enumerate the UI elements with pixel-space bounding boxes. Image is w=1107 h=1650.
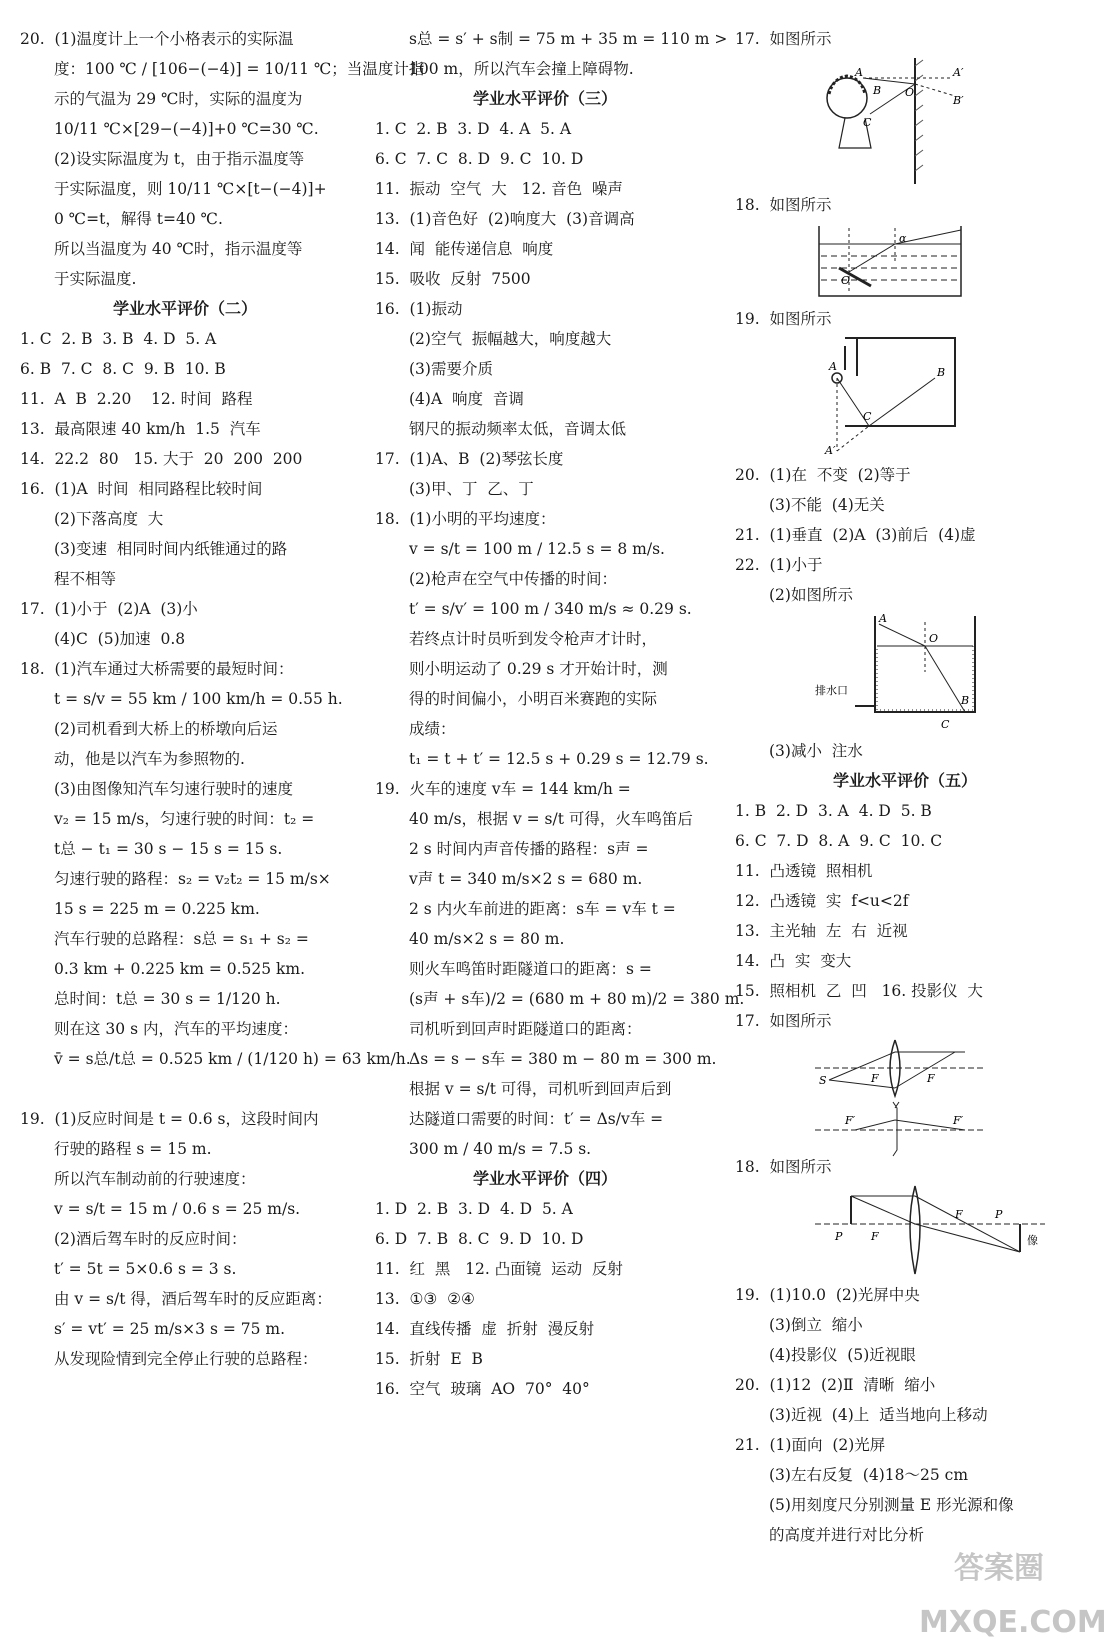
label-F-left: F — [871, 1230, 879, 1243]
answer-line: 成绩： — [409, 720, 456, 738]
label-A-prime: A′ — [953, 66, 964, 79]
answer-line: 16. (1)A 时间 相同路程比较时间 — [20, 480, 263, 498]
answer-line: t′ = s/v′ = 100 m / 340 m/s ≈ 0.29 s. — [409, 600, 692, 618]
answer-line: 总时间：t总 = 30 s = 1/120 h. — [54, 990, 281, 1008]
answer-line: 则在这 30 s 内，汽车的平均速度： — [54, 1020, 298, 1038]
answer-line: t = s/v = 55 km / 100 km/h = 0.55 h. — [54, 690, 343, 708]
answer-line: 钢尺的振动频率太低，音调太低 — [409, 420, 627, 438]
answer-line: 19. 火车的速度 v车 = 144 km/h = — [375, 780, 631, 798]
answer-line: 的高度并进行对比分析 — [769, 1526, 925, 1544]
answer-line: (4)C (5)加速 0.8 — [54, 630, 186, 648]
answer-line: (2)设实际温度为 t，由于指示温度等 — [54, 150, 305, 168]
column-2 — [375, 24, 745, 1404]
answer-line: 17. 如图所示 — [735, 30, 832, 48]
figure-plane-mirror-head — [815, 56, 965, 186]
answer-line: 18. (1)小明的平均速度： — [375, 510, 556, 528]
label-F-right: F — [927, 1072, 935, 1085]
label-B: B — [873, 84, 882, 97]
answer-line: 21. (1)垂直 (2)A (3)前后 (4)虚 — [735, 526, 976, 544]
answer-line: 司机听到回声时距隧道口的距离： — [409, 1020, 642, 1038]
answer-line: 17. (1)A、B (2)琴弦长度 — [375, 450, 564, 468]
answer-line: (3)不能 (4)无关 — [769, 496, 885, 514]
answer-line: (3)倒立 缩小 — [769, 1316, 863, 1334]
label-B: B — [961, 694, 970, 707]
answer-line: 300 m / 40 m/s = 7.5 s. — [409, 1140, 592, 1158]
answer-line: 14. 闻 能传递信息 响度 — [375, 240, 554, 258]
answer-line: 13. ①③ ②④ — [375, 1290, 475, 1308]
answer-line: 达隧道口需要的时间：t′ = Δs/v车 = — [409, 1110, 664, 1128]
label-F-right: F — [955, 1208, 963, 1221]
answer-line: t′ = 5t = 5×0.6 s = 3 s. — [54, 1260, 237, 1278]
answer-line: (2)空气 振幅越大，响度越大 — [409, 330, 612, 348]
answer-line: v = s/t = 100 m / 12.5 s = 8 m/s. — [409, 540, 665, 558]
label-B: B — [937, 366, 946, 379]
answer-line: 11. 红 黑 12. 凸面镜 运动 反射 — [375, 1260, 623, 1278]
answer-line: 于实际温度. — [54, 270, 137, 288]
answer-line: (4)A 响度 音调 — [409, 390, 524, 408]
answer-line: 13. 最高限速 40 km/h 1.5 汽车 — [20, 420, 261, 438]
answer-line: s′ = vt′ = 25 m/s×3 s = 75 m. — [54, 1320, 286, 1338]
answer-line: 19. 如图所示 — [735, 310, 832, 328]
answer-line: 匀速行驶的路程：s₂ = v₂t₂ = 15 m/s× — [54, 870, 331, 888]
answer-line: 11. A B 2.20 12. 时间 路程 — [20, 390, 253, 408]
answer-line: (4)投影仪 (5)近视眼 — [769, 1346, 916, 1364]
label-image: 像 — [1027, 1234, 1038, 1247]
answer-line: v̄ = s总/t总 = 0.525 km / (1/120 h) = 63 km/h. — [54, 1050, 411, 1068]
answer-line: 从发现险情到完全停止行驶的总路程： — [54, 1350, 318, 1368]
answer-line: 11. 振动 空气 大 12. 音色 噪声 — [375, 180, 623, 198]
answer-line: 6. B 7. C 8. C 9. B 10. B — [20, 360, 226, 378]
answer-line: (2)司机看到大桥上的桥墩向后运 — [54, 720, 278, 738]
answer-line: 15. 照相机 乙 凹 16. 投影仪 大 — [735, 982, 983, 1000]
figure-water-refraction — [815, 222, 965, 300]
answer-line: 18. 如图所示 — [735, 196, 832, 214]
answer-line: 所以汽车制动前的行驶速度： — [54, 1170, 256, 1188]
answer-line: 1. C 2. B 3. B 4. D 5. A — [20, 330, 217, 348]
answer-line: 行驶的路程 s = 15 m. — [54, 1140, 212, 1158]
column-3 — [735, 24, 1075, 1550]
answer-line: 19. (1)10.0 (2)光屏中央 — [735, 1286, 920, 1304]
answer-line: 16. 空气 玻璃 AO 70° 40° — [375, 1380, 590, 1398]
answer-line: (3)需要介质 — [409, 360, 493, 378]
answer-line: 于实际温度，则 10/11 ℃×[t−(−4)]+ — [54, 180, 327, 198]
answer-line: (3)变速 相同时间内纸锥通过的路 — [54, 540, 288, 558]
answer-line: (3)左右反复 (4)18～25 cm — [769, 1466, 969, 1484]
answer-line: 20. (1)温度计上一个小格表示的实际温 — [20, 30, 294, 48]
answer-line: 度：100 ℃ / [106−(−4)] = 10/11 ℃；当温度计指 — [54, 60, 425, 78]
label-P-right: P — [995, 1208, 1003, 1221]
answer-line: 22. (1)小于 — [735, 556, 823, 574]
label-O: O — [841, 274, 851, 287]
answer-line: (2)如图所示 — [769, 586, 853, 604]
answer-line: 17. 如图所示 — [735, 1012, 832, 1030]
answer-line: (5)用刻度尺分别测量 E 形光源和像 — [769, 1496, 1014, 1514]
answer-line: 11. 凸透镜 照相机 — [735, 862, 873, 880]
answer-line: (3)减小 注水 — [769, 742, 863, 760]
label-drain: 排水口 — [815, 684, 848, 697]
answer-line: 20. (1)12 (2)Ⅱ 清晰 缩小 — [735, 1376, 936, 1394]
label-C: C — [863, 116, 872, 129]
answer-line: 21. (1)面向 (2)光屏 — [735, 1436, 886, 1454]
label-O: O — [929, 632, 939, 645]
answer-line: 所以当温度为 40 ℃时，指示温度等 — [54, 240, 303, 258]
answer-line — [20, 1074, 350, 1104]
answer-line: 示的气温为 29 ℃时，实际的温度为 — [54, 90, 303, 108]
answer-line: t总 − t₁ = 30 s − 15 s = 15 s. — [54, 840, 283, 858]
answer-line: 19. (1)反应时间是 t = 0.6 s，这段时间内 — [20, 1110, 319, 1128]
answer-line: 程不相等 — [54, 570, 117, 588]
label-A-prime: A′ — [825, 444, 836, 457]
label-C: C — [863, 410, 872, 423]
answer-line: Δs = s − s车 = 380 m − 80 m = 300 m. — [409, 1050, 717, 1068]
answer-line: 根据 v = s/t 可得，司机听到回声后到 — [409, 1080, 672, 1098]
answer-line: v = s/t = 15 m / 0.6 s = 25 m/s. — [54, 1200, 301, 1218]
answer-line: (2)下落高度 大 — [54, 510, 164, 528]
answer-line: 40 m/s，根据 v = s/t 可得，火车鸣笛后 — [409, 810, 693, 828]
answer-line: 若终点计时员听到发令枪声才计时， — [409, 630, 658, 648]
answer-line: 18. 如图所示 — [735, 1158, 832, 1176]
label-A: A — [855, 66, 863, 79]
answer-line: 6. D 7. B 8. C 9. D 10. D — [375, 1230, 584, 1248]
answer-line: 由 v = s/t 得，酒后驾车时的反应距离： — [54, 1290, 332, 1308]
section-heading: 学业水平评价（五） — [832, 771, 977, 790]
answer-line: 15 s = 225 m = 0.225 km. — [54, 900, 260, 918]
answer-line: 2 s 内火车前进的距离：s车 = v车 t = — [409, 900, 676, 918]
answer-line: 13. 主光轴 左 右 近视 — [735, 922, 908, 940]
answer-line: 20. (1)在 不变 (2)等于 — [735, 466, 911, 484]
label-C: C — [941, 718, 950, 731]
section-heading: 学业水平评价（四） — [472, 1169, 617, 1188]
answer-line: 10/11 ℃×[29−(−4)]+0 ℃=30 ℃. — [54, 120, 319, 138]
label-Fp-right: F′ — [953, 1114, 964, 1127]
answer-line: (3)近视 (4)上 适当地向上移动 — [769, 1406, 988, 1424]
answer-line: 100 m，所以汽车会撞上障碍物. — [409, 60, 634, 78]
answer-line: 14. 凸 实 变大 — [735, 952, 852, 970]
label-F-left: F — [871, 1072, 879, 1085]
answer-line: 17. (1)小于 (2)A (3)小 — [20, 600, 198, 618]
answer-line: 2 s 时间内声音传播的路程：s声 = — [409, 840, 649, 858]
answer-line: 6. C 7. D 8. A 9. C 10. C — [735, 832, 943, 850]
answer-line: 则火车鸣笛时距隧道口的距离：s = — [409, 960, 652, 978]
section-heading: 学业水平评价（二） — [112, 299, 257, 318]
answer-line: s总 = s′ + s制 = 75 m + 35 m = 110 m > — [409, 30, 728, 48]
watermark: 答案圈 MXQE.COM — [919, 1551, 1107, 1640]
answer-line: 汽车行驶的总路程：s总 = s₁ + s₂ = — [54, 930, 309, 948]
label-A: A — [829, 360, 837, 373]
label-alpha: α — [899, 232, 907, 245]
label-S: S — [819, 1074, 827, 1087]
figure-lens-1 — [815, 1038, 985, 1148]
answer-line: 12. 凸透镜 实 f<u<2f — [735, 892, 909, 910]
label-A: A — [879, 612, 887, 625]
answer-line: (2)枪声在空气中传播的时间： — [409, 570, 617, 588]
answer-line: (3)甲、丁 乙、丁 — [409, 480, 534, 498]
answer-line: t₁ = t + t′ = 12.5 s + 0.29 s = 12.79 s. — [409, 750, 709, 768]
label-Fp-left: F′ — [845, 1114, 856, 1127]
answer-line: 0 ℃=t，解得 t=40 ℃. — [54, 210, 223, 228]
answer-line: 得的时间偏小，小明百米赛跑的实际 — [409, 690, 658, 708]
answer-line: 15. 折射 E B — [375, 1350, 483, 1368]
answer-line: 14. 直线传播 虚 折射 漫反射 — [375, 1320, 595, 1338]
answer-line: 6. C 7. C 8. D 9. C 10. D — [375, 150, 584, 168]
answer-line: 0.3 km + 0.225 km = 0.525 km. — [54, 960, 306, 978]
answer-line: (s声 + s车)/2 = (680 m + 80 m)/2 = 380 m. — [409, 990, 745, 1008]
answer-line: (2)酒后驾车时的反应时间： — [54, 1230, 247, 1248]
answer-line: 16. (1)振动 — [375, 300, 463, 318]
answer-line: 40 m/s×2 s = 80 m. — [409, 930, 565, 948]
figure-box-reflection — [815, 336, 965, 456]
answer-line: 18. (1)汽车通过大桥需要的最短时间： — [20, 660, 294, 678]
label-P-left: P — [835, 1230, 843, 1243]
section-heading: 学业水平评价（三） — [472, 89, 617, 108]
answer-line: 13. (1)音色好 (2)响度大 (3)音调高 — [375, 210, 635, 228]
figure-lens-2 — [815, 1184, 1055, 1276]
answer-line: 1. D 2. B 3. D 4. D 5. A — [375, 1200, 573, 1218]
answer-line: 1. C 2. B 3. D 4. A 5. A — [375, 120, 572, 138]
label-O: O — [905, 86, 915, 99]
label-B-prime: B′ — [953, 94, 964, 107]
answer-line: v声 t = 340 m/s×2 s = 680 m. — [409, 870, 643, 888]
figure-water-tank — [815, 612, 985, 732]
answer-line: 则小明运动了 0.29 s 才开始计时，测 — [409, 660, 668, 678]
answer-line: 1. B 2. D 3. A 4. D 5. B — [735, 802, 932, 820]
answer-line: 动，他是以汽车为参照物的. — [54, 750, 245, 768]
answer-line: 14. 22.2 80 15. 大于 20 200 200 — [20, 450, 303, 468]
answer-line: 15. 吸收 反射 7500 — [375, 270, 531, 288]
answer-line: (3)由图像知汽车匀速行驶时的速度 — [54, 780, 293, 798]
answer-line: v₂ = 15 m/s，匀速行驶的时间：t₂ = — [54, 810, 315, 828]
